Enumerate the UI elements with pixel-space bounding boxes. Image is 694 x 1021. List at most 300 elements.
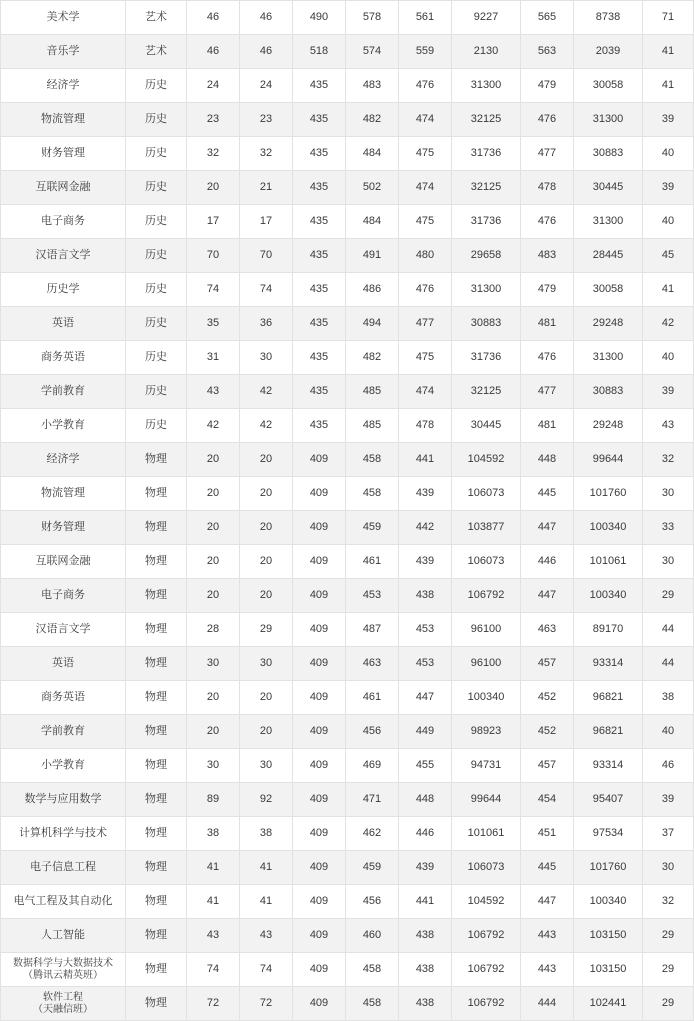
cell-avg-score: 478 <box>521 171 574 205</box>
cell-last-value: 29 <box>643 987 694 1021</box>
cell-avg-score: 443 <box>521 919 574 953</box>
cell-subject: 历史 <box>126 137 187 171</box>
cell-last-value: 40 <box>643 205 694 239</box>
cell-major: 物流管理 <box>1 103 126 137</box>
cell-major: 计算机科学与技术 <box>1 817 126 851</box>
cell-major: 人工智能 <box>1 919 126 953</box>
cell-admitted: 92 <box>240 783 293 817</box>
cell-major: 商务英语 <box>1 681 126 715</box>
cell-max-score: 456 <box>346 885 399 919</box>
cell-min-rank: 32125 <box>452 171 521 205</box>
cell-subject: 物理 <box>126 715 187 749</box>
cell-min-score: 439 <box>399 477 452 511</box>
cell-subject: 物理 <box>126 613 187 647</box>
cell-major: 物流管理 <box>1 477 126 511</box>
cell-min-score: 448 <box>399 783 452 817</box>
cell-max-score: 461 <box>346 681 399 715</box>
cell-subject: 历史 <box>126 239 187 273</box>
cell-min-rank: 106073 <box>452 545 521 579</box>
cell-max-score: 460 <box>346 919 399 953</box>
cell-last-value: 44 <box>643 613 694 647</box>
cell-plan: 31 <box>187 341 240 375</box>
cell-subject: 物理 <box>126 579 187 613</box>
cell-min-rank: 29658 <box>452 239 521 273</box>
cell-min-rank: 98923 <box>452 715 521 749</box>
cell-min-rank: 9227 <box>452 1 521 35</box>
cell-plan: 30 <box>187 749 240 783</box>
cell-subject: 物理 <box>126 817 187 851</box>
cell-avg-rank: 8738 <box>574 1 643 35</box>
cell-last-value: 37 <box>643 817 694 851</box>
cell-admitted: 32 <box>240 137 293 171</box>
cell-last-value: 71 <box>643 1 694 35</box>
cell-control-line: 518 <box>293 35 346 69</box>
cell-last-value: 42 <box>643 307 694 341</box>
cell-min-score: 438 <box>399 987 452 1021</box>
cell-admitted: 70 <box>240 239 293 273</box>
table-row <box>1 919 694 953</box>
cell-last-value: 45 <box>643 239 694 273</box>
cell-admitted: 17 <box>240 205 293 239</box>
cell-max-score: 502 <box>346 171 399 205</box>
cell-major: 电气工程及其自动化 <box>1 885 126 919</box>
cell-control-line: 409 <box>293 953 346 987</box>
cell-admitted: 30 <box>240 341 293 375</box>
cell-subject: 物理 <box>126 511 187 545</box>
cell-major: 英语 <box>1 647 126 681</box>
cell-max-score: 487 <box>346 613 399 647</box>
cell-max-score: 486 <box>346 273 399 307</box>
cell-admitted: 42 <box>240 409 293 443</box>
cell-major: 财务管理 <box>1 137 126 171</box>
cell-avg-rank: 103150 <box>574 919 643 953</box>
table-row <box>1 137 694 171</box>
cell-admitted: 29 <box>240 613 293 647</box>
cell-last-value: 39 <box>643 783 694 817</box>
cell-control-line: 435 <box>293 171 346 205</box>
cell-plan: 43 <box>187 919 240 953</box>
cell-max-score: 453 <box>346 579 399 613</box>
cell-last-value: 30 <box>643 851 694 885</box>
table-row <box>1 715 694 749</box>
cell-plan: 30 <box>187 647 240 681</box>
cell-max-score: 574 <box>346 35 399 69</box>
cell-control-line: 435 <box>293 341 346 375</box>
cell-plan: 72 <box>187 987 240 1021</box>
cell-max-score: 469 <box>346 749 399 783</box>
cell-last-value: 39 <box>643 375 694 409</box>
cell-plan: 32 <box>187 137 240 171</box>
cell-min-rank: 104592 <box>452 443 521 477</box>
cell-avg-score: 476 <box>521 205 574 239</box>
cell-control-line: 409 <box>293 851 346 885</box>
cell-min-score: 476 <box>399 69 452 103</box>
cell-avg-score: 457 <box>521 749 574 783</box>
table-row <box>1 171 694 205</box>
cell-avg-rank: 96821 <box>574 681 643 715</box>
cell-avg-score: 479 <box>521 69 574 103</box>
cell-plan: 89 <box>187 783 240 817</box>
cell-admitted: 20 <box>240 477 293 511</box>
cell-avg-rank: 89170 <box>574 613 643 647</box>
cell-min-score: 449 <box>399 715 452 749</box>
cell-avg-rank: 101061 <box>574 545 643 579</box>
cell-last-value: 29 <box>643 919 694 953</box>
cell-last-value: 30 <box>643 477 694 511</box>
cell-max-score: 471 <box>346 783 399 817</box>
cell-last-value: 39 <box>643 103 694 137</box>
cell-max-score: 491 <box>346 239 399 273</box>
table-row <box>1 69 694 103</box>
cell-control-line: 409 <box>293 477 346 511</box>
cell-control-line: 435 <box>293 409 346 443</box>
cell-control-line: 409 <box>293 783 346 817</box>
cell-control-line: 435 <box>293 103 346 137</box>
cell-min-rank: 106073 <box>452 851 521 885</box>
cell-plan: 24 <box>187 69 240 103</box>
cell-admitted: 20 <box>240 579 293 613</box>
cell-plan: 20 <box>187 715 240 749</box>
cell-max-score: 483 <box>346 69 399 103</box>
major-name: 数据科学与大数据技术 <box>13 958 113 969</box>
cell-avg-score: 477 <box>521 375 574 409</box>
cell-subject: 历史 <box>126 375 187 409</box>
cell-control-line: 409 <box>293 681 346 715</box>
cell-subject: 物理 <box>126 749 187 783</box>
cell-avg-rank: 93314 <box>574 749 643 783</box>
cell-min-rank: 31736 <box>452 205 521 239</box>
cell-major: 电子信息工程 <box>1 851 126 885</box>
cell-max-score: 485 <box>346 409 399 443</box>
cell-avg-rank: 30058 <box>574 273 643 307</box>
table-row <box>1 273 694 307</box>
cell-avg-score: 483 <box>521 239 574 273</box>
cell-avg-score: 457 <box>521 647 574 681</box>
cell-avg-score: 452 <box>521 715 574 749</box>
cell-plan: 20 <box>187 443 240 477</box>
cell-subject: 物理 <box>126 647 187 681</box>
cell-admitted: 30 <box>240 647 293 681</box>
cell-min-score: 439 <box>399 545 452 579</box>
cell-admitted: 36 <box>240 307 293 341</box>
cell-admitted: 30 <box>240 749 293 783</box>
cell-avg-score: 476 <box>521 341 574 375</box>
cell-max-score: 578 <box>346 1 399 35</box>
cell-min-score: 478 <box>399 409 452 443</box>
cell-max-score: 463 <box>346 647 399 681</box>
cell-avg-score: 452 <box>521 681 574 715</box>
cell-last-value: 46 <box>643 749 694 783</box>
cell-major <box>1 953 126 987</box>
cell-admitted: 23 <box>240 103 293 137</box>
cell-avg-score: 481 <box>521 409 574 443</box>
cell-major: 互联网金融 <box>1 545 126 579</box>
cell-control-line: 435 <box>293 137 346 171</box>
cell-subject: 历史 <box>126 103 187 137</box>
cell-plan: 38 <box>187 817 240 851</box>
cell-last-value: 41 <box>643 273 694 307</box>
cell-avg-rank: 30883 <box>574 375 643 409</box>
cell-plan: 74 <box>187 953 240 987</box>
table-row <box>1 647 694 681</box>
cell-plan: 23 <box>187 103 240 137</box>
cell-min-rank: 32125 <box>452 103 521 137</box>
cell-last-value: 39 <box>643 171 694 205</box>
cell-major: 美术学 <box>1 1 126 35</box>
cell-plan: 42 <box>187 409 240 443</box>
table-row <box>1 953 694 987</box>
cell-min-score: 441 <box>399 443 452 477</box>
major-name: 软件工程 <box>43 992 83 1003</box>
cell-min-score: 441 <box>399 885 452 919</box>
cell-subject: 物理 <box>126 783 187 817</box>
cell-plan: 20 <box>187 579 240 613</box>
cell-avg-score: 451 <box>521 817 574 851</box>
cell-subject: 历史 <box>126 69 187 103</box>
cell-major: 学前教育 <box>1 375 126 409</box>
cell-min-score: 442 <box>399 511 452 545</box>
cell-subject: 艺术 <box>126 35 187 69</box>
table-row <box>1 817 694 851</box>
cell-min-rank: 99644 <box>452 783 521 817</box>
cell-max-score: 458 <box>346 953 399 987</box>
cell-control-line: 409 <box>293 749 346 783</box>
table-row <box>1 375 694 409</box>
cell-max-score: 482 <box>346 103 399 137</box>
cell-last-value: 33 <box>643 511 694 545</box>
cell-plan: 43 <box>187 375 240 409</box>
cell-last-value: 44 <box>643 647 694 681</box>
cell-major: 小学教育 <box>1 409 126 443</box>
cell-min-rank: 104592 <box>452 885 521 919</box>
cell-avg-rank: 30883 <box>574 137 643 171</box>
cell-min-score: 476 <box>399 273 452 307</box>
cell-avg-score: 481 <box>521 307 574 341</box>
cell-max-score: 459 <box>346 851 399 885</box>
cell-plan: 35 <box>187 307 240 341</box>
cell-avg-score: 463 <box>521 613 574 647</box>
table-row <box>1 749 694 783</box>
cell-control-line: 490 <box>293 1 346 35</box>
cell-avg-rank: 100340 <box>574 579 643 613</box>
cell-min-score: 439 <box>399 851 452 885</box>
table-row <box>1 885 694 919</box>
cell-min-score: 438 <box>399 953 452 987</box>
cell-avg-rank: 28445 <box>574 239 643 273</box>
cell-max-score: 458 <box>346 477 399 511</box>
cell-subject: 历史 <box>126 409 187 443</box>
table-row <box>1 681 694 715</box>
cell-subject: 物理 <box>126 443 187 477</box>
cell-max-score: 484 <box>346 137 399 171</box>
cell-plan: 41 <box>187 851 240 885</box>
cell-min-score: 453 <box>399 647 452 681</box>
cell-control-line: 409 <box>293 443 346 477</box>
cell-last-value: 32 <box>643 885 694 919</box>
cell-max-score: 494 <box>346 307 399 341</box>
cell-max-score: 458 <box>346 987 399 1021</box>
cell-plan: 20 <box>187 511 240 545</box>
cell-max-score: 459 <box>346 511 399 545</box>
cell-avg-rank: 101760 <box>574 477 643 511</box>
cell-control-line: 409 <box>293 817 346 851</box>
cell-avg-score: 448 <box>521 443 574 477</box>
cell-min-rank: 106792 <box>452 987 521 1021</box>
cell-max-score: 462 <box>346 817 399 851</box>
cell-plan: 46 <box>187 35 240 69</box>
cell-major: 英语 <box>1 307 126 341</box>
cell-last-value: 41 <box>643 35 694 69</box>
table-row <box>1 443 694 477</box>
cell-avg-score: 447 <box>521 885 574 919</box>
cell-admitted: 46 <box>240 35 293 69</box>
cell-min-score: 559 <box>399 35 452 69</box>
cell-min-score: 561 <box>399 1 452 35</box>
cell-avg-rank: 31300 <box>574 205 643 239</box>
cell-min-score: 475 <box>399 341 452 375</box>
cell-plan: 70 <box>187 239 240 273</box>
cell-last-value: 29 <box>643 953 694 987</box>
cell-min-score: 474 <box>399 375 452 409</box>
cell-min-rank: 96100 <box>452 613 521 647</box>
cell-min-rank: 31736 <box>452 341 521 375</box>
table-row <box>1 987 694 1021</box>
cell-plan: 20 <box>187 171 240 205</box>
cell-min-rank: 106792 <box>452 919 521 953</box>
cell-avg-rank: 100340 <box>574 885 643 919</box>
table-row <box>1 579 694 613</box>
cell-avg-rank: 31300 <box>574 103 643 137</box>
cell-major: 商务英语 <box>1 341 126 375</box>
cell-plan: 20 <box>187 545 240 579</box>
cell-avg-score: 444 <box>521 987 574 1021</box>
table-row <box>1 1 694 35</box>
cell-max-score: 485 <box>346 375 399 409</box>
table-row <box>1 409 694 443</box>
cell-admitted: 38 <box>240 817 293 851</box>
cell-avg-rank: 29248 <box>574 409 643 443</box>
cell-min-score: 438 <box>399 579 452 613</box>
cell-avg-score: 476 <box>521 103 574 137</box>
cell-admitted: 41 <box>240 885 293 919</box>
cell-min-rank: 96100 <box>452 647 521 681</box>
cell-avg-rank: 31300 <box>574 341 643 375</box>
cell-subject: 艺术 <box>126 1 187 35</box>
table-row <box>1 783 694 817</box>
cell-major: 历史学 <box>1 273 126 307</box>
cell-subject: 物理 <box>126 545 187 579</box>
cell-min-score: 438 <box>399 919 452 953</box>
cell-min-rank: 101061 <box>452 817 521 851</box>
cell-control-line: 435 <box>293 69 346 103</box>
cell-admitted: 20 <box>240 545 293 579</box>
cell-avg-rank: 30058 <box>574 69 643 103</box>
cell-avg-rank: 30445 <box>574 171 643 205</box>
cell-last-value: 30 <box>643 545 694 579</box>
cell-last-value: 40 <box>643 137 694 171</box>
cell-admitted: 74 <box>240 953 293 987</box>
cell-min-rank: 106073 <box>452 477 521 511</box>
cell-control-line: 409 <box>293 987 346 1021</box>
cell-min-score: 455 <box>399 749 452 783</box>
cell-max-score: 458 <box>346 443 399 477</box>
major-name-suffix: （腾讯云精英班） <box>23 969 103 981</box>
cell-major: 小学教育 <box>1 749 126 783</box>
cell-admitted: 43 <box>240 919 293 953</box>
cell-subject: 物理 <box>126 953 187 987</box>
cell-subject: 物理 <box>126 885 187 919</box>
cell-avg-score: 477 <box>521 137 574 171</box>
cell-last-value: 38 <box>643 681 694 715</box>
cell-plan: 74 <box>187 273 240 307</box>
cell-avg-score: 447 <box>521 511 574 545</box>
cell-avg-rank: 2039 <box>574 35 643 69</box>
table-row <box>1 239 694 273</box>
table-row <box>1 511 694 545</box>
table-row <box>1 613 694 647</box>
cell-subject: 物理 <box>126 681 187 715</box>
cell-min-rank: 2130 <box>452 35 521 69</box>
cell-avg-rank: 100340 <box>574 511 643 545</box>
cell-avg-rank: 29248 <box>574 307 643 341</box>
table-row <box>1 205 694 239</box>
cell-avg-rank: 99644 <box>574 443 643 477</box>
cell-min-rank: 103877 <box>452 511 521 545</box>
cell-avg-rank: 103150 <box>574 953 643 987</box>
cell-min-score: 474 <box>399 103 452 137</box>
cell-major: 学前教育 <box>1 715 126 749</box>
cell-avg-rank: 95407 <box>574 783 643 817</box>
table-row <box>1 851 694 885</box>
cell-min-rank: 31300 <box>452 69 521 103</box>
cell-admitted: 24 <box>240 69 293 103</box>
cell-admitted: 20 <box>240 681 293 715</box>
cell-control-line: 435 <box>293 375 346 409</box>
cell-max-score: 456 <box>346 715 399 749</box>
cell-subject: 历史 <box>126 205 187 239</box>
table-body <box>1 1 694 1021</box>
cell-subject: 物理 <box>126 987 187 1021</box>
cell-subject: 历史 <box>126 307 187 341</box>
cell-subject: 历史 <box>126 341 187 375</box>
cell-avg-score: 445 <box>521 477 574 511</box>
cell-plan: 28 <box>187 613 240 647</box>
cell-avg-score: 454 <box>521 783 574 817</box>
cell-plan: 41 <box>187 885 240 919</box>
cell-plan: 20 <box>187 477 240 511</box>
cell-control-line: 435 <box>293 273 346 307</box>
cell-major <box>1 987 126 1021</box>
cell-plan: 46 <box>187 1 240 35</box>
cell-min-score: 447 <box>399 681 452 715</box>
cell-control-line: 409 <box>293 613 346 647</box>
cell-avg-score: 446 <box>521 545 574 579</box>
cell-major: 数学与应用数学 <box>1 783 126 817</box>
cell-avg-rank: 93314 <box>574 647 643 681</box>
cell-major: 互联网金融 <box>1 171 126 205</box>
cell-min-rank: 31300 <box>452 273 521 307</box>
cell-control-line: 409 <box>293 919 346 953</box>
cell-avg-rank: 96821 <box>574 715 643 749</box>
table-row <box>1 545 694 579</box>
cell-admitted: 20 <box>240 715 293 749</box>
cell-last-value: 40 <box>643 341 694 375</box>
cell-control-line: 409 <box>293 647 346 681</box>
cell-avg-score: 565 <box>521 1 574 35</box>
cell-major: 经济学 <box>1 69 126 103</box>
major-name-suffix: （天融信班） <box>33 1003 93 1015</box>
cell-min-score: 480 <box>399 239 452 273</box>
